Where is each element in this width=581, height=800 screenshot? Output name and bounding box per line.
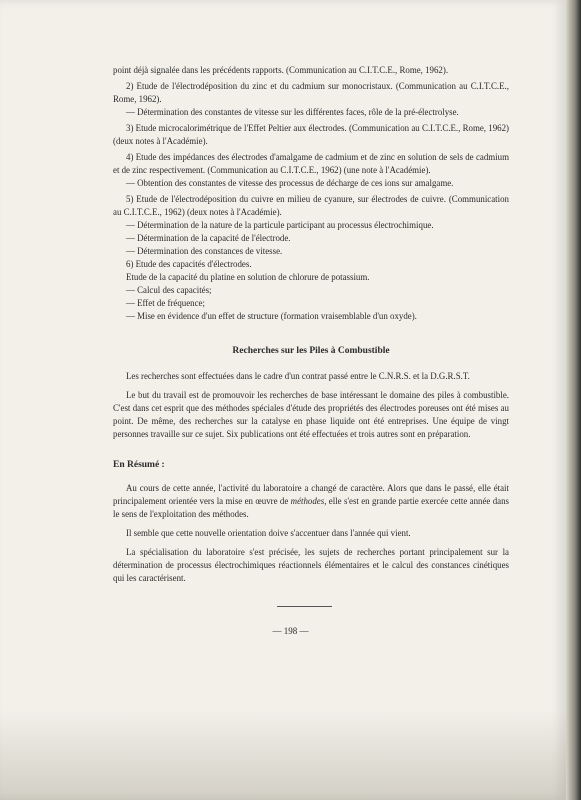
- item-6: 6) Etude des capacités d'électrodes.: [126, 259, 252, 269]
- paragraph-continuation: point déjà signalée dans les précédents rapports. (Communication au C.I.T.C.E., Rome, 1962).: [113, 65, 449, 75]
- resume-heading: En Résumé :: [113, 460, 165, 470]
- resume-paragraph-3: La spécialisation du laboratoire s'est précisée, les sujets de recherches portant principalement sur la détermination de processus électrochimiques réactionnels élémentaires et le calcul des constances cinétiques qui les caractérisent.: [113, 547, 509, 583]
- section-heading: Recherches sur les Piles à Combustible: [232, 346, 390, 356]
- resume-text-b: , elle s'est en grande partie exercée cette année dans le sens de l'exploitation des méthodes.: [113, 496, 509, 519]
- item-5-detail-2: — Détermination de la capacité de l'électrode.: [126, 233, 291, 243]
- item-6-detail-3: — Mise en évidence d'un effet de structure (formation vraisemblable d'un oxyde).: [126, 311, 417, 321]
- piles-paragraph-2: Le but du travail est de promouvoir les recherches de base intéressant le domaine des piles à combustible. C'est dans cet esprit que des méthodes spéciales d'étude des propriétés des électrodes poreuses ont été mises au point. De même, des recherches sur la catalyse en phase liquide ont été entreprises. Une équipe de vingt personnes travaille sur ce sujet. Six publications ont été effectuées et trois autres sont en préparation.: [113, 390, 509, 439]
- resume-paragraph-1: [113, 482, 509, 521]
- resume-emphasis: méthodes: [290, 496, 325, 506]
- item-5: 5) Etude de l'électrodéposition du cuivre en milieu de cyanure, sur électrodes de cuivre. (Communication au C.I.T.C.E., 1962) (deux notes à l'Académie).: [113, 194, 509, 217]
- item-2: 2) Etude de l'électrodéposition du zinc et du cadmium sur monocristaux. (Communication au C.I.T.C.E., Rome, 1962).: [113, 81, 509, 104]
- item-3: 3) Etude microcalorimétrique de l'Effet Peltier aux électrodes. (Communication au C.I.T.C.E., Rome, 1962) (deux notes à l'Académie).: [113, 123, 509, 146]
- item-6-detail-1: — Calcul des capacités;: [126, 285, 212, 295]
- item-6-detail-2: — Effet de fréquence;: [126, 298, 205, 308]
- page-body: [113, 64, 509, 585]
- item-4-detail: — Obtention des constantes de vitesse des processus de décharge de ces ions sur amalgame.: [126, 178, 454, 188]
- item-6-subtitle: Etude de la capacité du platine en solution de chlorure de potassium.: [126, 272, 370, 282]
- item-5-detail-3: — Détermination des constances de vitesse.: [126, 246, 283, 256]
- item-5-detail-1: — Détermination de la nature de la particule participant au processus électrochimique.: [126, 220, 434, 230]
- piles-paragraph-1: Les recherches sont effectuées dans le cadre d'un contrat passé entre le C.N.R.S. et la D.G.R.S.T.: [126, 371, 470, 381]
- paper-shadow: [0, 710, 566, 800]
- resume-text-a: Au cours de cette année, l'activité du laboratoire a changé de caractère. Alors que dans le passé, elle était principalement orientée vers la mise en œuvre de: [113, 483, 509, 506]
- item-2-detail: — Détermination des constantes de vitesse sur les différentes faces, rôle de la pré-électrolyse.: [126, 107, 459, 117]
- end-rule: [277, 606, 332, 607]
- item-4: 4) Etude des impédances des électrodes d'amalgame de cadmium et de zinc en solution de sels de cadmium et de zinc respectivement. (Communication au C.I.T.C.E., 1962) (une note à l'Académie).: [113, 152, 509, 175]
- resume-paragraph-2: Il semble que cette nouvelle orientation doive s'accentuer dans l'année qui vient.: [126, 528, 411, 538]
- page-number: — 198 —: [272, 626, 309, 636]
- page-edge: [566, 0, 581, 800]
